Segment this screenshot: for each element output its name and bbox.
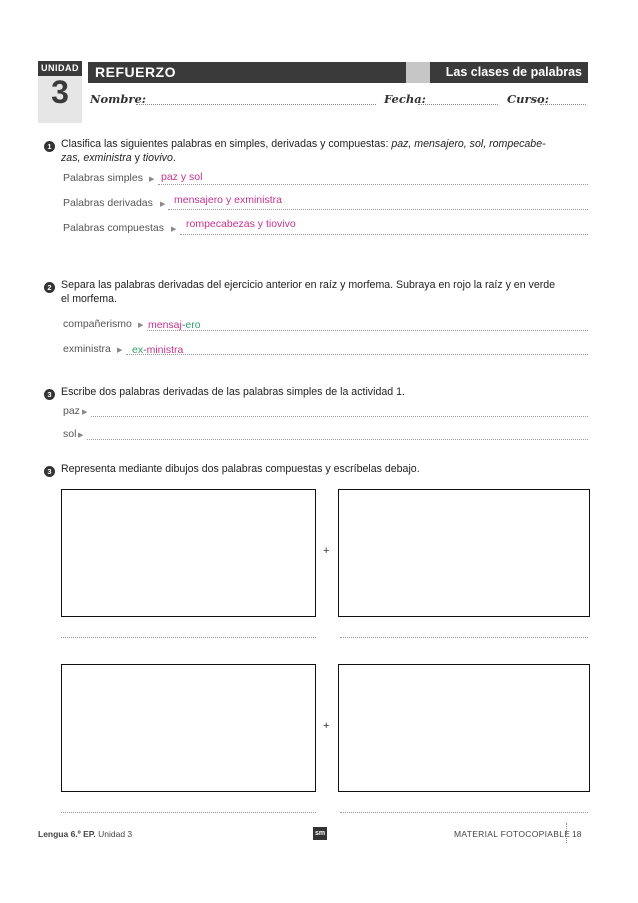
unidad-label: UNIDAD — [38, 61, 82, 76]
row-label: Palabras derivadas — [63, 197, 153, 209]
instruction-words: paz, mensajero, sol, rompecabe- — [391, 138, 546, 150]
row-label: compañerismo — [63, 318, 132, 330]
exercise-number: 3 — [44, 466, 55, 477]
morpheme-text: ex — [132, 344, 144, 356]
instruction-words: zas, exministra — [61, 152, 132, 164]
plus-sign: + — [323, 720, 330, 732]
fecha-label: Fecha: — [384, 92, 426, 106]
arrow-icon: ▶ — [149, 176, 155, 183]
nombre-label: Nombre: — [90, 92, 147, 106]
answer-line[interactable] — [340, 637, 588, 638]
row-label: sol — [63, 428, 77, 440]
answer-line[interactable] — [61, 812, 316, 813]
root-text: ministra — [146, 344, 184, 356]
exercise-2-instruction — [61, 278, 591, 306]
curso-label: Curso: — [507, 92, 549, 106]
drawing-box[interactable] — [61, 489, 316, 617]
row-label: Palabras simples — [63, 172, 143, 184]
curso-field[interactable] — [540, 104, 586, 105]
topic-title: Las clases de palabras — [430, 62, 588, 83]
answer-text: paz y sol — [161, 171, 203, 183]
drawing-box[interactable] — [338, 489, 590, 617]
answer-line[interactable] — [87, 439, 588, 440]
footer-course — [38, 829, 132, 839]
dash-text: - — [143, 344, 147, 356]
row-label: Palabras compuestas — [63, 222, 164, 234]
instruction-text: el morfema. — [61, 293, 117, 305]
exercise-number: 3 — [44, 389, 55, 400]
nombre-field[interactable] — [136, 104, 376, 105]
answer-line[interactable] — [180, 234, 588, 235]
fecha-field[interactable] — [418, 104, 498, 105]
exercise-number: 1 — [44, 141, 55, 152]
footer-course-bold: Lengua 6.º EP. — [38, 829, 96, 839]
answer-text: rompecabezas y tiovivo — [186, 218, 296, 230]
answer-split — [132, 340, 183, 358]
answer-line[interactable] — [126, 354, 588, 355]
arrow-icon: ▶ — [171, 226, 177, 233]
page-number: 18 — [572, 829, 582, 839]
arrow-icon: ▶ — [117, 347, 123, 354]
arrow-icon: ▶ — [78, 432, 84, 439]
footer-copy-note: MATERIAL FOTOCOPIABLE — [454, 829, 571, 839]
morpheme-text: ero — [185, 319, 201, 331]
instruction-text: Separa las palabras derivadas del ejercicio anterior en raíz y morfema. Subraya en rojo la raíz y en verde — [61, 279, 556, 291]
exercise-3-instruction: Escribe dos palabras derivadas de las palabras simples de la actividad 1. — [61, 386, 405, 398]
drawing-box[interactable] — [338, 664, 590, 792]
arrow-icon: ▶ — [138, 322, 144, 329]
answer-line[interactable] — [340, 812, 588, 813]
answer-line[interactable] — [168, 209, 588, 210]
dash-text: - — [181, 319, 186, 331]
answer-split — [148, 315, 201, 333]
answer-line[interactable] — [147, 330, 588, 331]
instruction-text: Clasifica las siguientes palabras en simples, derivadas y compuestas: — [61, 138, 392, 150]
footer-divider — [566, 823, 567, 843]
answer-text: mensajero y exministra — [174, 194, 282, 206]
root-text: mensaj — [148, 319, 182, 331]
instruction-text: y — [131, 152, 143, 164]
exercise-1-instruction — [61, 137, 589, 165]
row-label: paz — [63, 405, 80, 417]
footer-course-unit: Unidad 3 — [95, 829, 133, 839]
answer-line[interactable] — [61, 637, 316, 638]
answer-line[interactable] — [91, 416, 588, 417]
header-bar-divider — [406, 62, 430, 83]
drawing-box[interactable] — [61, 664, 316, 792]
section-title: REFUERZO — [95, 64, 176, 80]
arrow-icon: ▶ — [160, 201, 166, 208]
plus-sign: + — [323, 545, 330, 557]
unidad-number: 3 — [51, 74, 69, 110]
row-label: exministra — [63, 343, 111, 355]
exercise-number: 2 — [44, 282, 55, 293]
instruction-text: . — [172, 152, 176, 164]
sm-logo: sm — [313, 827, 327, 840]
answer-line[interactable] — [158, 184, 588, 185]
arrow-icon: ▶ — [82, 409, 88, 416]
exercise-4-instruction: Representa mediante dibujos dos palabras compuestas y escríbelas debajo. — [61, 463, 420, 475]
instruction-words: tiovivo — [142, 152, 173, 164]
